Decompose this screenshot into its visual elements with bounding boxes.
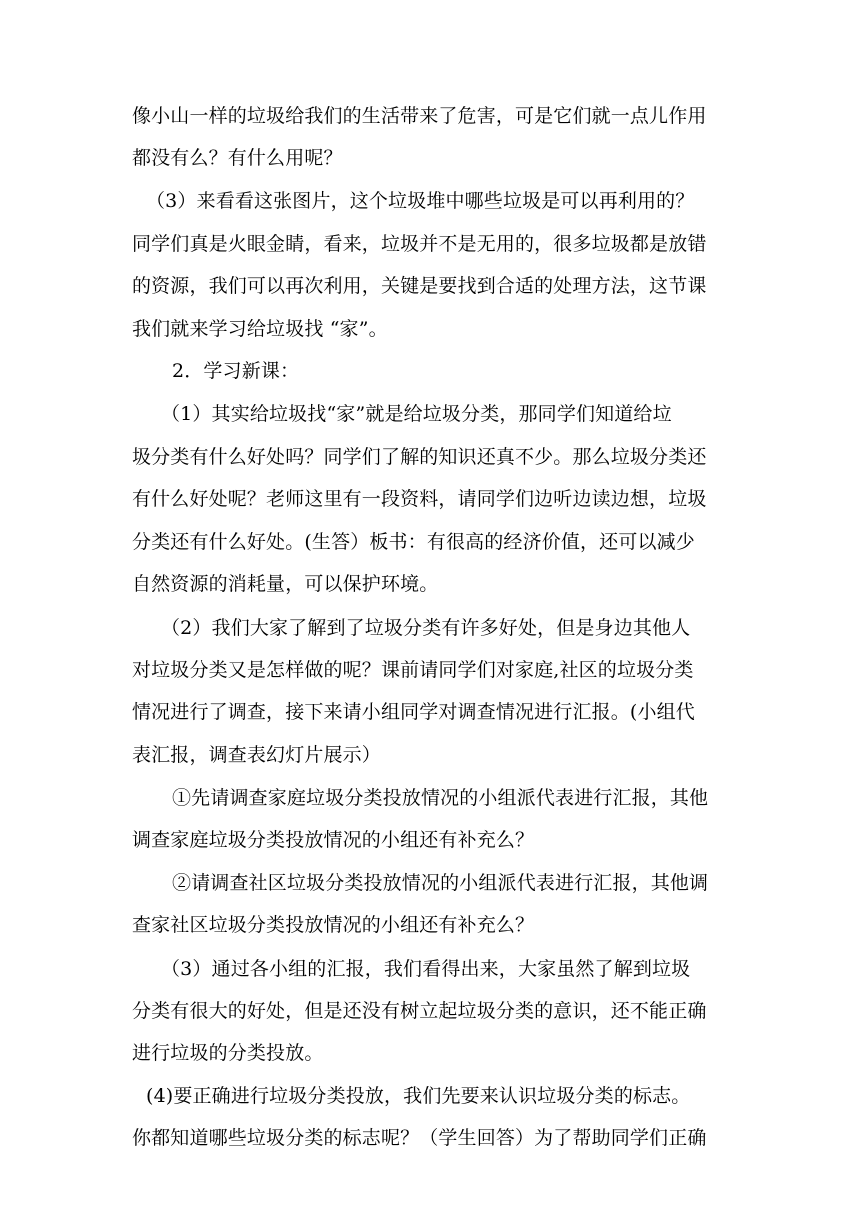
text-line: （1）其实给垃圾找“家”就是给垃圾分类，那同学们知道给垃 [161,403,672,425]
text-line: 的资源，我们可以再次利用，关键是要找到合适的处理方法，这节课 [132,275,707,297]
text-line: 查家社区垃圾分类投放情况的小组还有补充么？ [132,914,535,936]
text-line: 情况进行了调查，接下来请小组同学对调查情况进行汇报。(小组代 [132,701,695,723]
text-line: 分类有很大的好处，但是还没有树立起垃圾分类的意识，还不能正确 [132,1000,707,1022]
text-line: 调查家庭垃圾分类投放情况的小组还有补充么？ [132,829,535,851]
text-line: 进行垃圾的分类投放。 [132,1042,324,1064]
text-line: 像小山一样的垃圾给我们的生活带来了危害，可是它们就一点儿作用 [132,105,707,127]
text-line: 你都知道哪些垃圾分类的标志呢？（学生回答）为了帮助同学们正确 [132,1127,707,1149]
text-line: （3）通过各小组的汇报，我们看得出来，大家虽然了解到垃圾 [161,958,691,980]
text-line: 同学们真是火眼金睛，看来，垃圾并不是无用的，很多垃圾都是放错 [132,233,707,255]
text-line: ①先请调查家庭垃圾分类投放情况的小组派代表进行汇报，其他 [172,787,709,809]
text-line: 圾分类有什么好处吗？同学们了解的知识还真不少。那么垃圾分类还 [132,446,707,468]
text-line: (4)要正确进行垃圾分类投放，我们先要来认识垃圾分类的标志。 [146,1085,691,1107]
text-line: 都没有么？有什么用呢？ [132,147,343,169]
section-heading: 2．学习新课： [172,360,300,382]
text-line: （3）来看看这张图片，这个垃圾堆中哪些垃圾是可以再利用的？ [146,190,695,212]
text-line: （2）我们大家了解到了垃圾分类有许多好处，但是身边其他人 [161,617,691,639]
text-line: 有什么好处呢？老师这里有一段资料，请同学们边听边读边想，垃圾 [132,488,707,510]
text-line: 对垃圾分类又是怎样做的呢？课前请同学们对家庭,社区的垃圾分类 [132,659,694,681]
text-line: 自然资源的消耗量，可以保护环境。 [132,573,439,595]
text-line: 分类还有什么好处。(生答）板书：有很高的经济价值，还可以减少 [132,531,695,553]
text-line: 我们就来学习给垃圾找 “家”。 [132,318,388,340]
text-line: 表汇报，调查表幻灯片展示） [132,744,381,766]
text-line: ②请调查社区垃圾分类投放情况的小组派代表进行汇报，其他调 [172,872,709,894]
